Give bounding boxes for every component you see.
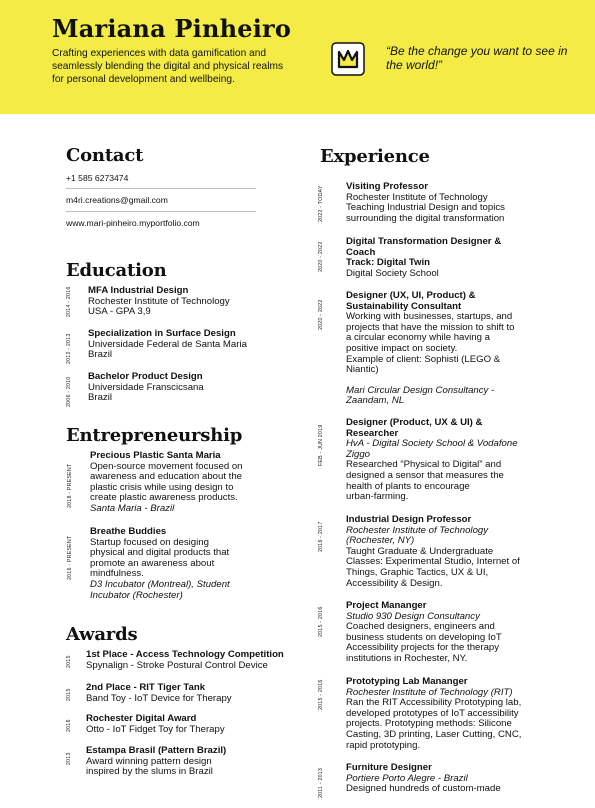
education-detail: USA - GPA 3,9: [88, 306, 151, 318]
job-desc: Accessibility & Design.: [346, 577, 443, 589]
job-item: [346, 677, 586, 751]
venture-title: Breathe Buddies: [90, 526, 167, 537]
motto-quote: “Be the change you want to see in the world!”: [386, 44, 568, 72]
job-item: [346, 418, 586, 503]
education-date: 2006 - 2010: [66, 376, 72, 407]
job-date: 2022 - TODAY: [318, 185, 324, 222]
experience-heading: Experience: [320, 146, 430, 167]
job-desc: Example of client: Sophisti (LEGO &: [346, 353, 501, 365]
job-desc: a circular economy while having a: [346, 332, 490, 344]
divider: [66, 188, 256, 189]
divider: [66, 211, 256, 212]
job-item: [346, 601, 586, 665]
job-title: Project Mananger: [346, 600, 427, 611]
education-school: Universidade Federal de Santa Maria: [88, 338, 247, 350]
award-date: 2016: [66, 719, 72, 732]
job-date: 2015 - 2016: [318, 606, 324, 637]
award-project: Spynalign - Stroke Postural Control Device: [86, 659, 268, 671]
job-title: Visiting Professor: [346, 181, 428, 192]
award-date: 2013: [66, 752, 72, 765]
venture-location: Incubator (Rochester): [90, 589, 183, 601]
venture-desc: Startup focused on desiging: [90, 536, 209, 548]
venture-desc: create plastic awareness products.: [90, 492, 238, 504]
venture-desc: plastic crisis while using design to: [90, 481, 234, 493]
job-desc: Niantic): [346, 364, 379, 376]
job-desc: Classes: Experimental Studio, Internet of: [346, 556, 520, 568]
phone-number: +1 585 6273474: [66, 173, 129, 183]
job-desc: health of plants to encourage: [346, 480, 470, 492]
job-desc: designed a sensor that measures the: [346, 469, 504, 481]
job-company: HvA - Digital Society School & Vodafone: [346, 438, 518, 450]
email-link[interactable]: m4ri.creations@gmail.com: [66, 195, 168, 205]
award-title: Rochester Digital Award: [86, 713, 197, 724]
job-item: [346, 763, 586, 795]
job-date: FEB - JUN 2019: [318, 424, 324, 466]
venture-item: [90, 527, 290, 601]
education-item: [88, 372, 288, 404]
job-desc: Coached designers, engineers and: [346, 621, 495, 633]
job-company: Zaandam, NL: [346, 395, 405, 407]
award-project: Award winning pattern design: [86, 755, 212, 767]
job-desc: Things, Graphic Tactics, UX & UI,: [346, 566, 489, 578]
venture-desc: mindfulness.: [90, 568, 144, 580]
venture-date: 2016 - PRESENT: [67, 535, 73, 580]
job-desc: Teaching Industrial Design and topics: [346, 202, 505, 214]
job-date: 2015 - 2016: [318, 679, 324, 710]
venture-date: 2018 - PRESENT: [67, 463, 73, 508]
job-title: Furniture Designer: [346, 762, 432, 773]
award-item: [86, 746, 316, 778]
education-date: 2012 - 2013: [66, 333, 72, 364]
award-project: inspired by the slums in Brazil: [86, 766, 213, 778]
crown-logo-icon: [331, 42, 365, 76]
job-desc: Accessibility projects for the therapy: [346, 642, 500, 654]
award-title: 1st Place - Access Technology Competition: [86, 649, 284, 660]
award-title: Estampa Brasil (Pattern Brazil): [86, 745, 227, 756]
job-desc: Rochester Institute of Technology: [346, 191, 488, 203]
venture-item: [90, 451, 290, 515]
job-title: Designer (UX, UI, Product) &: [346, 290, 476, 301]
person-name: Mariana Pinheiro: [52, 14, 292, 43]
education-school: Rochester Institute of Technology: [88, 295, 230, 307]
job-item: [346, 237, 586, 279]
job-desc: projects that have the mission to shift to: [346, 321, 515, 333]
award-item: [86, 714, 316, 735]
job-desc: Taught Graduate & Undergraduate: [346, 545, 494, 557]
venture-location: D3 Incubator (Montreal), Student: [90, 578, 230, 590]
venture-desc: Open-source movement focused on: [90, 460, 243, 472]
job-title: Sustainability Consultant: [346, 300, 462, 312]
job-desc: Working with businesses, startups, and: [346, 311, 513, 323]
education-heading: Education: [66, 260, 167, 281]
job-company: Studio 930 Design Consultancy: [346, 610, 480, 622]
job-desc: developed prototypes of IoT accessibility: [346, 707, 519, 719]
venture-desc: physical and digital products that: [90, 547, 230, 559]
job-item: [346, 515, 586, 589]
award-date: 2015: [66, 655, 72, 668]
job-item: [346, 291, 586, 407]
job-title: Track: Digital Twin: [346, 257, 431, 269]
job-title: Designer (Product, UX & UI) &: [346, 417, 483, 428]
contact-heading: Contact: [66, 145, 144, 166]
job-desc: Digital Society School: [346, 267, 439, 279]
website-link[interactable]: www.mari-pinheiro.myportfolio.com: [66, 218, 200, 228]
entrepreneurship-heading: Entrepreneurship: [66, 425, 243, 446]
education-degree: MFA Industrial Design: [88, 285, 189, 296]
venture-location: Santa Maria - Brazil: [90, 502, 175, 514]
education-detail: Brazil: [88, 349, 112, 361]
award-title: 2nd Place - RIT Tiger Tank: [86, 682, 206, 693]
award-project: Otto - IoT Fidget Toy for Therapy: [86, 723, 225, 735]
job-company: (Rochester, NY): [346, 535, 415, 547]
job-company: Rochester Institute of Technology (RIT): [346, 686, 513, 698]
education-school: Universidade Franscicsana: [88, 381, 204, 393]
education-degree: Bachelor Product Design: [88, 371, 203, 382]
job-title: Researcher: [346, 427, 399, 439]
award-item: [86, 650, 316, 671]
job-desc: institutions in Rochester, NY.: [346, 652, 468, 664]
job-date: 2020 - 2022: [318, 299, 324, 330]
education-detail: Brazil: [88, 392, 112, 404]
tagline: Crafting experiences with data gamification and seamlessly blending the digital and physical realms for personal development and wellbeing.: [52, 48, 284, 85]
award-project: Band Toy - IoT Device for Therapy: [86, 692, 232, 704]
job-company: Rochester Institute of Technology: [346, 524, 489, 536]
job-title: Industrial Design Professor: [346, 514, 472, 525]
job-company: Mari Circular Design Consultancy -: [346, 384, 495, 396]
job-desc: positive impact on society.: [346, 342, 458, 354]
job-desc: urban-farming.: [346, 491, 409, 503]
job-date: 2011 - 2013: [318, 767, 324, 798]
education-date: 2014 - 2016: [66, 286, 72, 317]
job-title: Digital Transformation Designer &: [346, 236, 502, 247]
job-desc: Designed hundreds of custom-made: [346, 783, 501, 795]
job-desc: Researched “Physical to Digital” and: [346, 459, 502, 471]
job-desc: projects. Prototyping methods: Silicone: [346, 718, 512, 730]
header-banner: [0, 0, 595, 114]
venture-desc: awareness and education about the: [90, 471, 243, 483]
job-title: Prototyping Lab Mananger: [346, 676, 468, 687]
job-item: [346, 182, 586, 224]
job-company: Portiere Porto Alegre - Brazil: [346, 772, 468, 784]
job-company: Ziggo: [346, 448, 370, 460]
award-item: [86, 683, 316, 704]
job-desc: Ran the RIT Accessibility Prototyping lab,: [346, 697, 522, 709]
job-title: Coach: [346, 246, 376, 258]
education-degree: Specialization in Surface Design: [88, 328, 236, 339]
venture-title: Precious Plastic Santa Maria: [90, 450, 221, 461]
job-date: 2020 - 2022: [318, 241, 324, 272]
job-desc: business students on developing IoT: [346, 631, 502, 643]
venture-desc: promote an awareness about: [90, 557, 215, 569]
education-item: [88, 286, 288, 318]
job-desc: Casting, 3D printing, Laser Cutting, CNC,: [346, 728, 522, 740]
job-desc: surrounding the digital transformation: [346, 212, 505, 224]
awards-heading: Awards: [66, 624, 138, 645]
award-date: 2015: [66, 688, 72, 701]
job-desc: rapid prototyping.: [346, 739, 421, 751]
education-item: [88, 329, 288, 361]
job-date: 2016 - 2017: [318, 521, 324, 552]
